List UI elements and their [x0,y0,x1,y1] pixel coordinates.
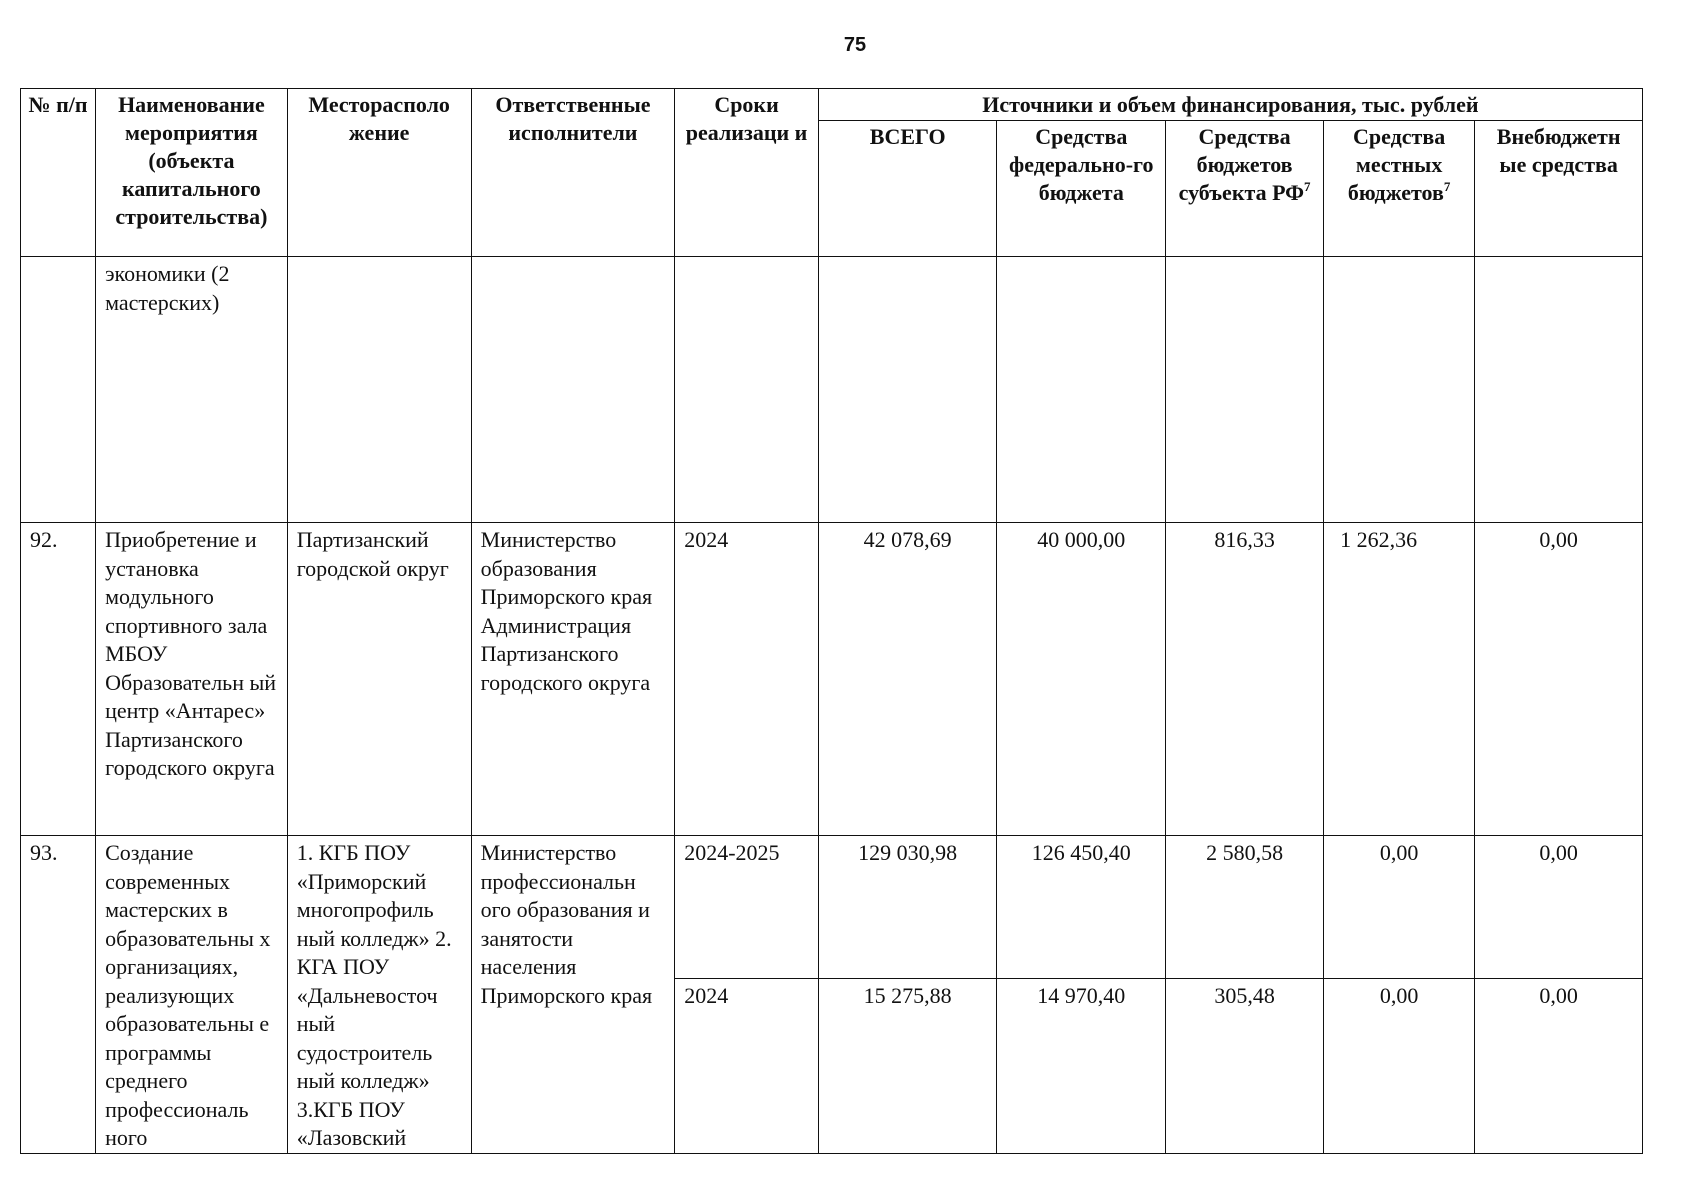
row92-executors: Министерство образования Приморского края Администрация Партизанского городского округа [471,523,675,836]
header-regional-label: Средства бюджетов субъекта РФ [1178,124,1305,205]
row93-sub2-regional: 305,48 [1166,979,1324,1153]
continuation-num [21,257,96,523]
row93-sub2-total: 15 275,88 [818,979,997,1153]
continuation-cell [287,257,471,523]
continuation-cell [1323,257,1474,523]
row93-sub1-federal: 126 450,40 [997,836,1166,979]
row92-local: 1 262,36 [1323,523,1474,836]
header-period: Сроки реализаци и [675,89,819,257]
header-regional-note: 7 [1304,179,1311,194]
header-row [21,89,1643,121]
table-row-93 [21,836,1643,979]
row93-sub1-local: 0,00 [1323,836,1474,979]
row93-executors: Министерство профессиональн ого образования и занятости населения Приморского края [471,836,675,1154]
continuation-cell [1166,257,1324,523]
page-number: 75 [843,34,867,56]
row92-federal: 40 000,00 [997,523,1166,836]
continuation-name: экономики (2 мастерских) [96,257,288,523]
continuation-cell [471,257,675,523]
row93-sub2-federal: 14 970,40 [997,979,1166,1153]
row92-name: Приобретение и установка модульного спортивного зала МБОУ Образовательн ый центр «Антарес» Партизанского городского округа [96,523,288,836]
row93-sub2-local: 0,00 [1323,979,1474,1153]
row93-sub1-regional: 2 580,58 [1166,836,1324,979]
row93-sub1-extra: 0,00 [1475,836,1643,979]
header-local [1323,121,1474,257]
header-regional [1166,121,1324,257]
header-location: Месторасполо жение [287,89,471,257]
continuation-row [21,257,1643,523]
header-name: Наименование мероприятия (объекта капитального строительства) [96,89,288,257]
row93-sub2-extra: 0,00 [1475,979,1643,1153]
row93-name: Создание современных мастерских в образовательны х организациях, реализующих образовательны е программы среднего профессиональ ного [96,836,288,1154]
continuation-cell [1475,257,1643,523]
table-row-92 [21,523,1643,836]
row93-sub1-period: 2024-2025 [675,836,819,979]
header-federal: Средства федерально-го бюджета [997,121,1166,257]
row93-sub2-period: 2024 [675,979,819,1153]
continuation-cell [818,257,997,523]
header-executors: Ответственные исполнители [471,89,675,257]
header-total: ВСЕГО [818,121,997,257]
row92-period: 2024 [675,523,819,836]
row92-extra: 0,00 [1475,523,1643,836]
header-num: № п/п [21,89,96,257]
continuation-cell [675,257,819,523]
header-funding-group: Источники и объем финансирования, тыс. рублей [818,89,1642,121]
row92-total: 42 078,69 [818,523,997,836]
row93-location: 1. КГБ ПОУ «Приморский многопрофиль ный колледж» 2. КГА ПОУ «Дальневосточ ный судостроитель ный колледж» 3.КГБ ПОУ «Лазовский [287,836,471,1154]
row93-num: 93. [21,836,96,1154]
continuation-cell [997,257,1166,523]
row92-regional: 816,33 [1166,523,1324,836]
row92-location: Партизанский городской округ [287,523,471,836]
row93-sub1-total: 129 030,98 [818,836,997,979]
header-local-label: Средства местных бюджетов [1347,124,1446,205]
row92-num: 92. [21,523,96,836]
funding-table [20,88,1643,1154]
header-local-note: 7 [1443,179,1451,194]
header-extra: Внебюджетн ые средства [1475,121,1643,257]
